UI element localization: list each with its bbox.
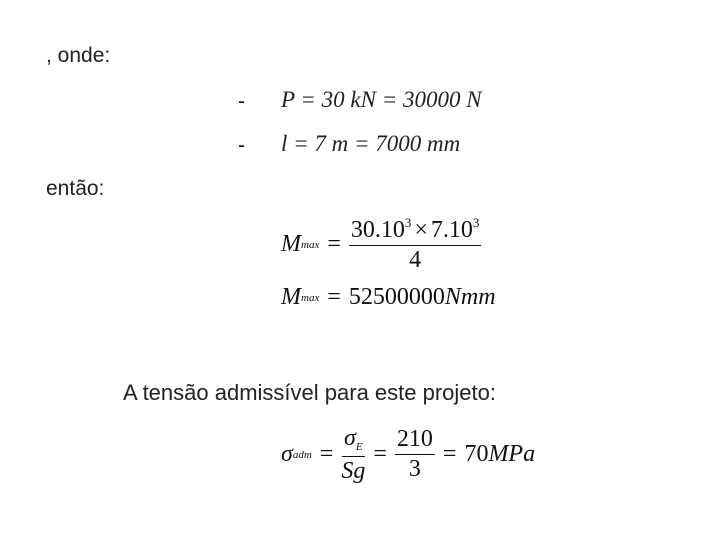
sigma-yield-subscript: E bbox=[355, 441, 363, 453]
stress-result: 70 bbox=[464, 441, 489, 468]
moment-subscript: max bbox=[301, 238, 320, 251]
bullet-dash: - bbox=[238, 134, 245, 157]
bullet-dash: - bbox=[238, 90, 245, 113]
equals-sign: = bbox=[319, 441, 334, 468]
fraction-numerator bbox=[342, 426, 365, 457]
bullet-length: l = 7 m = 7000 mm bbox=[281, 131, 461, 156]
equals-sign: = bbox=[327, 231, 341, 258]
length-factor: 7.10 bbox=[430, 217, 473, 243]
moment-fraction bbox=[349, 216, 482, 273]
sigma-symbol: σ bbox=[281, 441, 293, 468]
exponent: 3 bbox=[404, 215, 412, 230]
numeric-fraction bbox=[395, 427, 435, 482]
heading-part: A tensão bbox=[123, 380, 215, 405]
exponent: 3 bbox=[472, 215, 480, 230]
moment-equation-1 bbox=[281, 216, 481, 273]
fraction-denominator: 4 bbox=[409, 247, 422, 274]
stress-unit: MPa bbox=[488, 441, 536, 468]
fraction-numerator bbox=[349, 216, 482, 246]
stress-equation bbox=[281, 426, 535, 484]
stress-heading bbox=[123, 380, 496, 406]
intro-label: , onde: bbox=[46, 44, 111, 67]
heading-part: admissível bbox=[214, 380, 319, 405]
fraction-denominator: 3 bbox=[408, 456, 421, 483]
moment-value: 52500000 bbox=[348, 284, 445, 310]
moment-equation-2 bbox=[281, 284, 496, 311]
sigma-yield: σ bbox=[344, 425, 356, 451]
equals-sign: = bbox=[373, 441, 387, 468]
heading-part: para este projeto: bbox=[318, 380, 497, 405]
safety-factor: Sg bbox=[341, 457, 366, 484]
bullet-load: P = 30 kN = 30000 N bbox=[281, 87, 482, 112]
moment-unit: Nmm bbox=[444, 284, 496, 310]
equals-sign: = bbox=[327, 284, 341, 310]
fraction-numerator: 210 bbox=[395, 427, 435, 455]
then-label: então: bbox=[46, 177, 105, 200]
yield-over-safety-fraction bbox=[341, 426, 365, 484]
moment-symbol: M bbox=[281, 284, 301, 310]
sigma-subscript: adm bbox=[292, 448, 312, 461]
times-sign: × bbox=[414, 217, 428, 243]
moment-subscript: max bbox=[301, 291, 320, 304]
load-factor: 30.10 bbox=[350, 217, 405, 243]
moment-symbol: M bbox=[281, 231, 301, 258]
equals-sign: = bbox=[442, 441, 457, 468]
